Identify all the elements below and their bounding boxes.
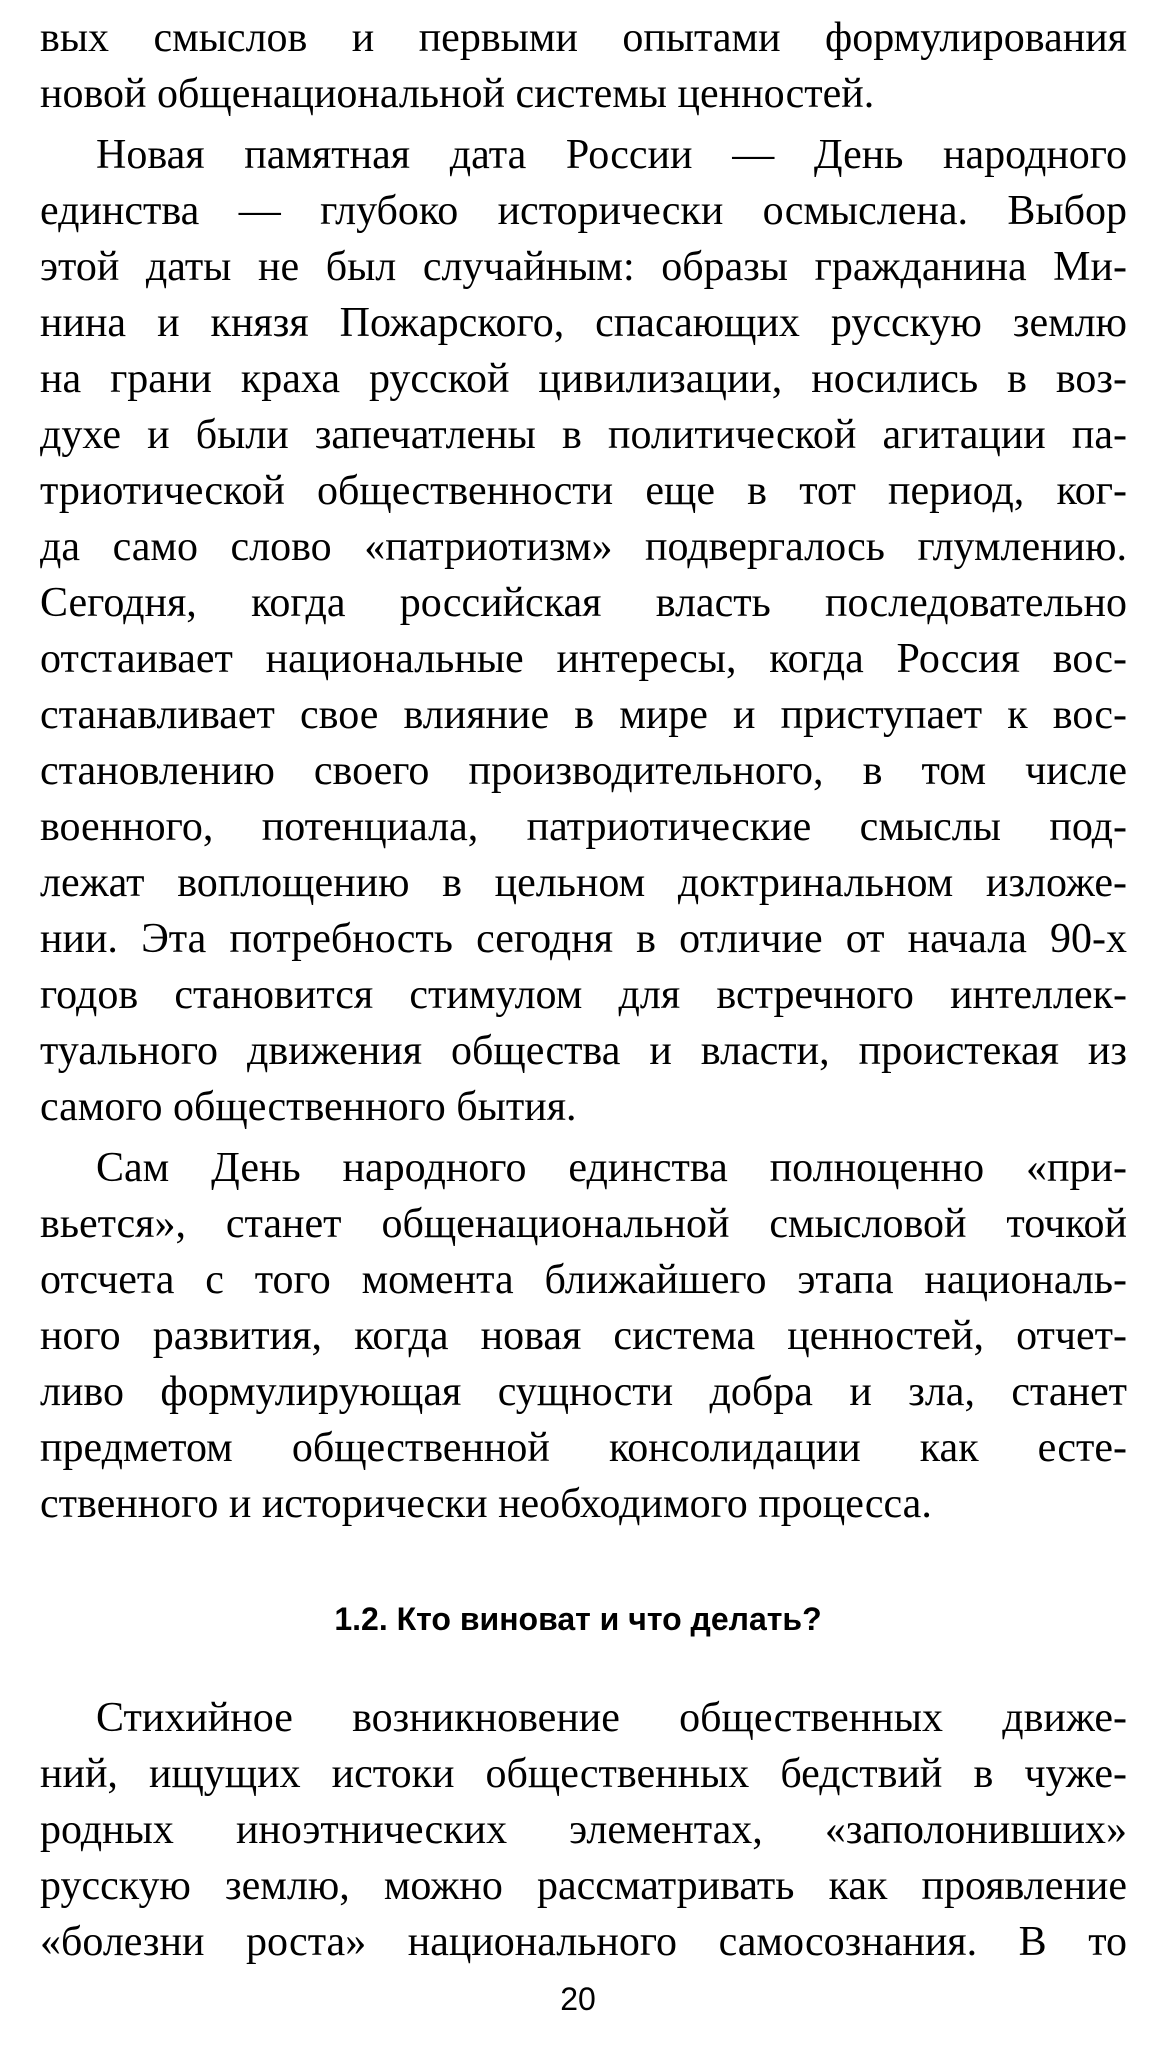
- text-line: нии. Эта потребность сегодня в отличие от начала 90-х: [40, 916, 1127, 962]
- text-line: Стихийное возникновение общественных движе-: [96, 1695, 1127, 1741]
- text-line: отсчета с того момента ближайшего этапа националь-: [40, 1257, 1127, 1303]
- text-line: новой общенациональной системы ценностей.: [40, 71, 875, 117]
- text-line: «болезни роста» национального самосознания. В то: [40, 1919, 1127, 1965]
- text-line: туального движения общества и власти, проистекая из: [40, 1028, 1127, 1074]
- text-line: ливо формулирующая сущности добра и зла, станет: [40, 1369, 1127, 1415]
- text-line: годов становится стимулом для встречного интеллек-: [40, 972, 1127, 1018]
- text-line: ного развития, когда новая система ценностей, отчет-: [40, 1313, 1127, 1359]
- text-line: вых смыслов и первыми опытами формулирования: [40, 15, 1127, 61]
- section-heading: 1.2. Кто виноват и что делать?: [334, 1601, 822, 1637]
- text-line: отстаивает национальные интересы, когда Россия вос-: [40, 636, 1127, 682]
- text-line: единства — глубоко исторически осмыслена. Выбор: [40, 188, 1127, 234]
- text-line: этой даты не был случайным: образы гражданина Ми-: [40, 244, 1127, 290]
- text-line: на грани краха русской цивилизации, носились в воз-: [40, 356, 1127, 402]
- text-line: военного, потенциала, патриотические смыслы под-: [40, 804, 1127, 850]
- text-line: духе и были запечатлены в политической агитации па-: [40, 412, 1127, 458]
- text-line: нина и князя Пожарского, спасающих русскую землю: [40, 300, 1127, 346]
- text-line: триотической общественности еще в тот период, ког-: [40, 468, 1127, 514]
- text-line: да само слово «патриотизм» подвергалось глумлению.: [40, 524, 1127, 570]
- text-line: родных иноэтнических элементах, «заполонивших»: [40, 1807, 1127, 1853]
- text-line: вьется», станет общенациональной смысловой точкой: [40, 1201, 1127, 1247]
- text-line: станавливает свое влияние в мире и приступает к вос-: [40, 692, 1127, 738]
- text-line: Сегодня, когда российская власть последовательно: [40, 580, 1127, 626]
- text-line: предметом общественной консолидации как есте-: [40, 1425, 1127, 1471]
- text-line: ственного и исторически необходимого процесса.: [40, 1481, 932, 1527]
- text-line: самого общественного бытия.: [40, 1084, 577, 1130]
- text-line: русскую землю, можно рассматривать как проявление: [40, 1863, 1127, 1909]
- text-line: Новая памятная дата России — День народного: [96, 132, 1127, 178]
- page-number: 20: [560, 1981, 596, 2017]
- text-line: ний, ищущих истоки общественных бедствий в чуже-: [40, 1751, 1127, 1797]
- text-line: лежат воплощению в цельном доктринальном изложе-: [40, 860, 1127, 906]
- text-line: Сам День народного единства полноценно «при-: [96, 1145, 1127, 1191]
- text-line: становлению своего производительного, в том числе: [40, 748, 1127, 794]
